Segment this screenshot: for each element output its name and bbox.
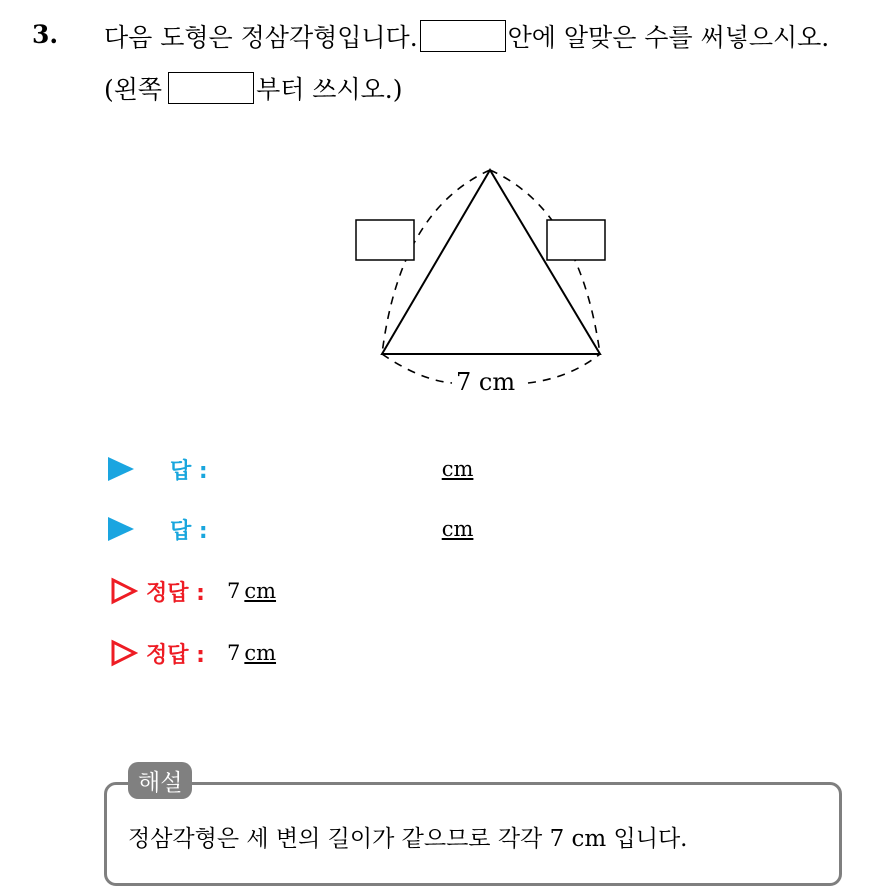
bottom-arc-right xyxy=(528,354,600,383)
correct-row-2 xyxy=(110,636,276,670)
correct-unit: cm xyxy=(244,579,277,603)
play-arrow-icon xyxy=(108,517,134,541)
correct-value: 7 xyxy=(226,579,241,603)
question-text-part1: 다음 도형은 정삼각형입니다. xyxy=(104,23,418,52)
inline-blank-box-2 xyxy=(168,72,254,104)
answer-row-1 xyxy=(108,452,473,486)
bottom-side-label: 7 cm xyxy=(456,368,516,396)
triangle-figure xyxy=(340,150,630,414)
question-text-part4: 부터 쓰시오.) xyxy=(256,75,403,104)
question-number: 3. xyxy=(32,20,59,49)
correct-unit: cm xyxy=(244,641,277,665)
question-line-1 xyxy=(104,18,829,54)
explanation-tab: 해설 xyxy=(128,762,192,799)
correct-value: 7 xyxy=(226,641,241,665)
left-blank-box xyxy=(356,220,414,260)
outline-arrow-icon xyxy=(110,639,138,667)
answer-row-2 xyxy=(108,512,473,546)
inline-blank-box xyxy=(420,20,506,52)
question-text-part2: 안에 알맞은 수를 써넣으시오. xyxy=(507,23,830,52)
answer-label: 답 : xyxy=(170,458,208,484)
answer-unit: cm xyxy=(441,457,474,481)
right-blank-box xyxy=(547,220,605,260)
outline-arrow-icon xyxy=(110,577,138,605)
correct-label: 정답 : xyxy=(146,642,205,668)
correct-row-1 xyxy=(110,574,276,608)
answer-label: 답 : xyxy=(170,518,208,544)
question-text-part3: (왼쪽 xyxy=(104,75,163,104)
answer-unit: cm xyxy=(441,517,474,541)
bottom-arc-left xyxy=(382,354,452,383)
play-arrow-icon xyxy=(108,457,134,481)
question-line-2 xyxy=(104,70,402,106)
explanation-text: 정삼각형은 세 변의 길이가 같으므로 각각 7 cm 입니다. xyxy=(128,826,688,852)
correct-label: 정답 : xyxy=(146,580,205,606)
equilateral-triangle xyxy=(382,170,600,354)
